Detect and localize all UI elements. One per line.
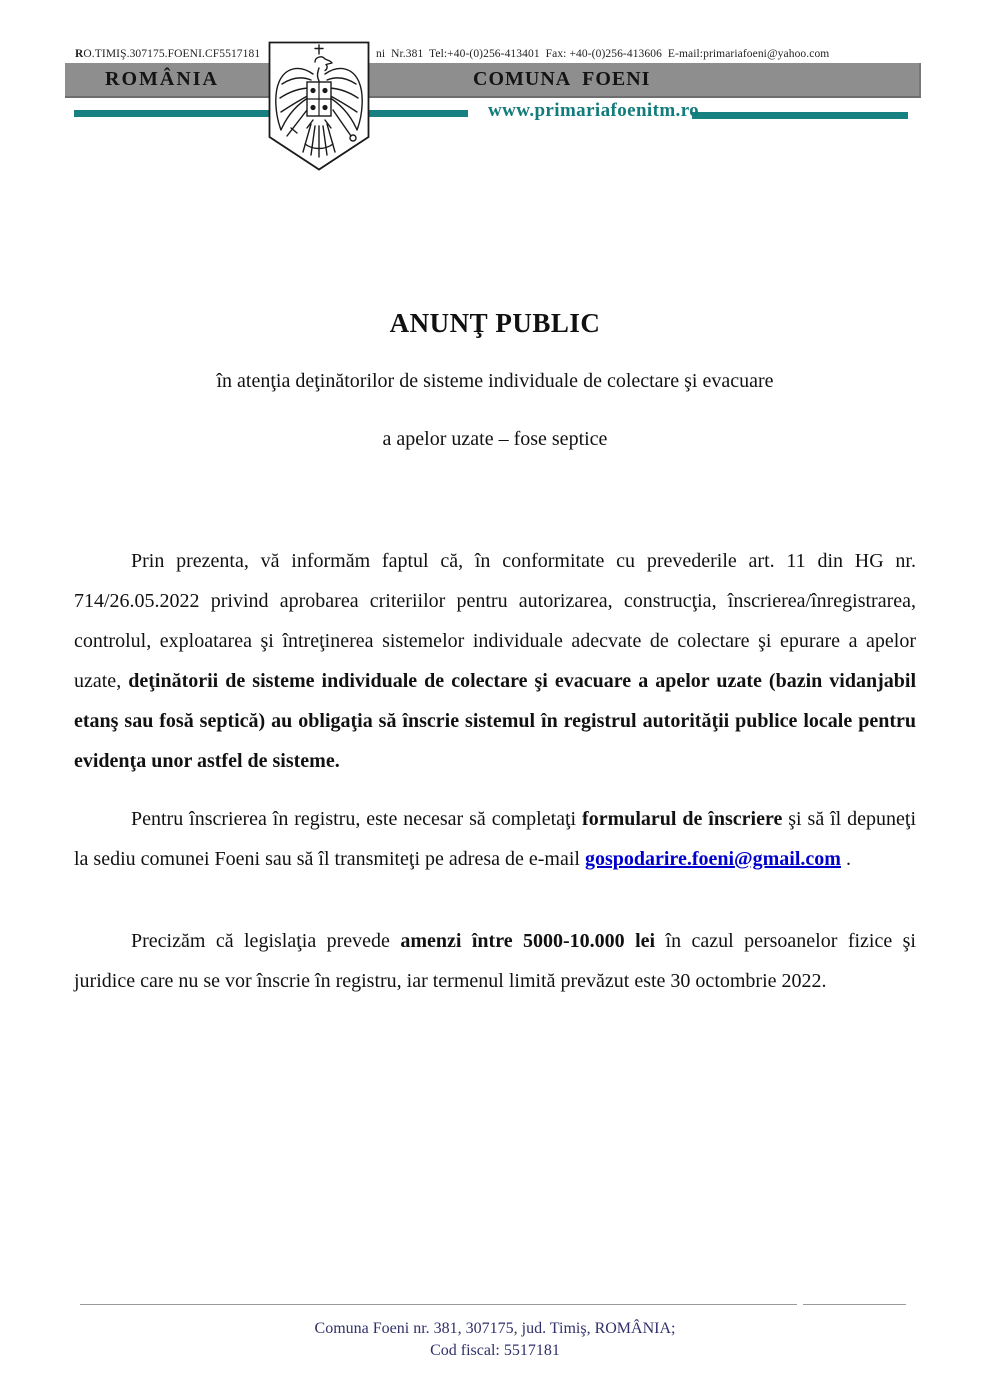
paragraph-2-bold: formularul de înscriere bbox=[582, 808, 783, 830]
footer-fiscal-code: Cod fiscal: 5517181 bbox=[430, 1342, 560, 1359]
paragraph-1-bold: deţinătorii de sisteme individuale de colectare şi evacuare a apelor uzate (bazin vidanjabil etanş sau fosă septică) au obligaţia să înscrie sistemul în registrul autorităţii publice locale pentru evidenţa unor astfel de sisteme. bbox=[74, 670, 917, 772]
subtitle-line-2: a apelor uzate – fose septice bbox=[382, 428, 608, 450]
footer-address: Comuna Foeni nr. 381, 307175, jud. Timiş, ROMÂNIA; bbox=[314, 1320, 676, 1337]
paragraph-3-text-2: în cazul persoanelor fizice şi juridice care nu se vor înscrie în registru, iar termenul limită prevăzut este 30 octombrie 2022. bbox=[74, 930, 916, 992]
paragraph-2-text-3: . bbox=[840, 848, 851, 870]
body-paragraph-3 bbox=[74, 921, 916, 1001]
country-label: ROMÂNIA bbox=[105, 68, 219, 90]
footer-divider bbox=[80, 1304, 797, 1305]
document-body bbox=[74, 541, 916, 1001]
registration-code-rest: O.TIMIŞ.307175.FOENI.CF5517181 bbox=[83, 48, 261, 60]
paragraph-3-bold: amenzi între 5000-10.000 lei bbox=[400, 930, 656, 952]
letterhead-bar bbox=[65, 63, 921, 98]
page-title: ANUNŢ PUBLIC bbox=[389, 308, 601, 338]
body-paragraph-1 bbox=[74, 541, 916, 781]
paragraph-2-text-1: Pentru înscrierea în registru, este necesar să completaţi bbox=[131, 808, 583, 830]
teal-rule-right bbox=[692, 112, 908, 119]
contact-line: ni Nr.381 Tel:+40-(0)256-413401 Fax: +40-(0)256-413606 E-mail:primariafoeni@yahoo.com bbox=[376, 48, 830, 60]
email-link[interactable]: gospodarire.foeni@gmail.com bbox=[584, 848, 841, 870]
subtitle-line-1: în atenţia deţinătorilor de sisteme individuale de colectare şi evacuare bbox=[216, 370, 774, 392]
romanian-coat-of-arms-icon bbox=[266, 39, 372, 173]
paragraph-3-text-1: Precizăm că legislaţia prevede bbox=[131, 930, 401, 952]
registration-code-lead: R bbox=[75, 48, 84, 60]
website-label: www.primariafoenitm.ro bbox=[488, 100, 700, 121]
body-paragraph-2 bbox=[74, 799, 916, 879]
paragraph-2-text-2: şi să îl depuneţi la sediu comunei Foeni sau să îl transmiteţi pe adresa de e-mail bbox=[74, 808, 917, 870]
footer-divider-short bbox=[803, 1304, 906, 1305]
paragraph-1-text: Prin prezenta, vă informăm faptul că, în conformitate cu prevederile art. 11 din HG nr. 714/26.05.2022 privind aprobarea criteriilor pentru autorizarea, construcţia, înscrierea/înregistrarea, controlul, exploatarea şi întreţinerea sistemelor individuale adecvate de colectare şi epurare a apelor uzate, bbox=[74, 550, 916, 692]
registration-code bbox=[75, 48, 260, 60]
commune-label: COMUNA FOENI bbox=[473, 68, 651, 90]
